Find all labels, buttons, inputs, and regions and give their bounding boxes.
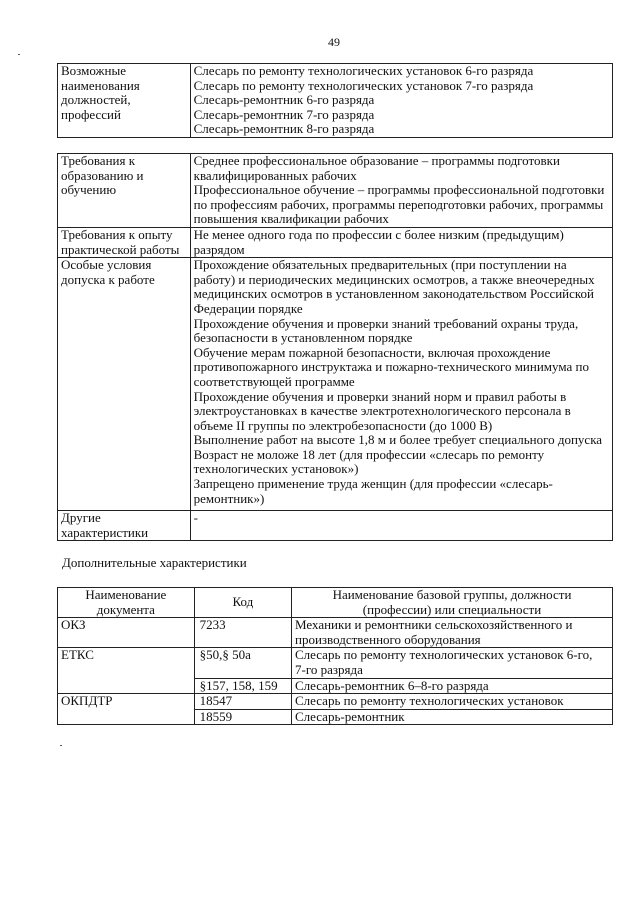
header-line: документа [96,601,155,617]
text-line: Не менее одного года по профессии с более низким (предыдущим) [193,226,564,242]
code-cell [194,694,291,710]
code-value: 18559 [199,708,233,724]
text-line: ремонтник») [193,490,265,506]
text-line: технологических установок») [193,461,359,477]
group-cell [292,618,613,648]
document-cell [58,648,195,694]
scan-speck [60,745,62,746]
document-name: ОКПДТР [61,693,113,709]
text-line: медицинских осмотров в установленном законодательством Российской [193,286,595,302]
header-line: Наименование [85,587,167,602]
code-cell [194,709,291,725]
positions-table [57,63,613,138]
code-cell [194,678,291,694]
experience-row [58,227,613,257]
label-line: Требования к опыту [61,226,173,242]
text-line: Прохождение обучения и проверки знаний норм и правил работы в [193,388,567,404]
document-cell [58,694,195,725]
code-value: §50,§ 50а [199,647,251,663]
table-row [58,648,613,678]
other-label-cell [58,511,191,541]
text-line: Обучение мерам пожарной безопасности, включая прохождение [193,344,551,360]
section-heading: Дополнительные характеристики [62,555,247,570]
education-row [58,154,613,228]
text-line: Прохождение обучения и проверки знаний требований охраны труда, [193,315,579,331]
positions-row [58,64,613,138]
code-cell [194,618,291,648]
group-cell [292,648,613,678]
position-name: Слесарь по ремонту технологических установок 6-го разряда [193,63,534,78]
label-line: должностей, [61,92,131,108]
special-conditions-value-cell [190,258,612,511]
header-document [58,588,195,618]
education-value-cell [190,154,612,228]
text-line: Среднее профессиональное образование – программы подготовки [193,153,560,168]
group-line: производственного оборудования [295,631,481,647]
group-line: Слесарь по ремонту технологических установок [295,693,564,709]
text-line: Выполнение работ на высоте 1,8 м и более требует специального допуска [193,432,603,448]
label-line: Требования к [61,153,136,168]
group-line: Слесарь по ремонту технологических установок 6-го, [295,647,593,663]
positions-label-cell [58,64,191,138]
group-line: 7-го разряда [295,661,363,677]
label-line: Возможные [61,63,126,78]
text-line: по профессиям рабочих, программы переподготовки рабочих, программы [193,196,604,212]
position-name: Слесарь по ремонту технологических установок 7-го разряда [193,77,534,93]
text-line: Возраст не моложе 18 лет (для профессии «слесарь по ремонту [193,446,545,462]
position-name: Слесарь-ремонтник 7-го разряда [193,106,375,122]
group-cell [292,709,613,725]
header-group [292,588,613,618]
label-line: Особые условия [61,257,152,273]
code-value: 7233 [199,617,226,633]
text-line: объеме II группы по электробезопасности (до 1000 В) [193,417,493,433]
code-value: 18547 [199,693,233,709]
group-cell [292,694,613,710]
label-line: обучению [61,182,117,198]
other-value-cell [190,511,612,541]
text-line: противопожарного инструктажа и пожарно-технического минимума по [193,359,589,375]
document-name: ЕТКС [61,647,94,663]
other-row [58,511,613,541]
position-name: Слесарь-ремонтник 6-го разряда [193,92,375,108]
experience-label-cell [58,227,191,257]
label-line: профессий [61,106,121,122]
header-line: Код [232,594,254,610]
scan-speck [18,54,20,55]
label-line: наименования [61,77,140,93]
header-row [58,588,613,618]
code-value: §157, 158, 159 [199,677,278,693]
header-line: (профессии) или специальности [362,601,542,617]
label-line: характеристики [61,524,149,540]
table-row [58,618,613,648]
text-line: работу) и периодических медицинских осмотров, а также внеочередных [193,271,595,287]
additional-table [57,587,613,725]
text-line: квалифицированных рабочих [193,167,357,183]
header-line: Наименование базовой группы, должности [332,587,572,602]
group-line: Механики и ремонтники сельскохозяйственного и [295,617,573,633]
education-label-cell [58,154,191,228]
text-line: Запрещено применение труда женщин (для профессии «слесарь- [193,476,553,492]
position-name: Слесарь-ремонтник 8-го разряда [193,121,375,137]
special-conditions-row [58,258,613,511]
document-name: ОКЗ [61,617,86,633]
text-line: повышения квалификации рабочих [193,211,389,227]
text-line: электроустановках в качестве электротехнологического персонала в [193,403,571,419]
text-line: Федерации порядке [193,300,303,316]
header-code [194,588,291,618]
group-line: Слесарь-ремонтник [295,708,405,724]
text-line: разрядом [193,241,245,257]
label-line: практической работы [61,241,180,257]
label-line: образованию и [61,167,144,183]
group-line: Слесарь-ремонтник 6–8-го разряда [295,677,489,693]
text-line: Прохождение обязательных предварительных (при поступлении на [193,257,567,273]
special-conditions-label-cell [58,258,191,511]
text-line: - [193,510,198,526]
text-line: Профессиональное обучение – программы профессиональной подготовки [193,182,605,198]
requirements-table [57,153,613,541]
group-cell [292,678,613,694]
label-line: Другие [61,510,101,526]
table-row [58,694,613,710]
experience-value-cell [190,227,612,257]
document-cell [58,618,195,648]
text-line: соответствующей программе [193,373,355,389]
page-number: 49 [328,35,340,49]
text-line: безопасности в установленном порядке [193,330,413,346]
positions-value-cell [190,64,612,138]
label-line: допуска к работе [61,271,155,287]
code-cell [194,648,291,678]
